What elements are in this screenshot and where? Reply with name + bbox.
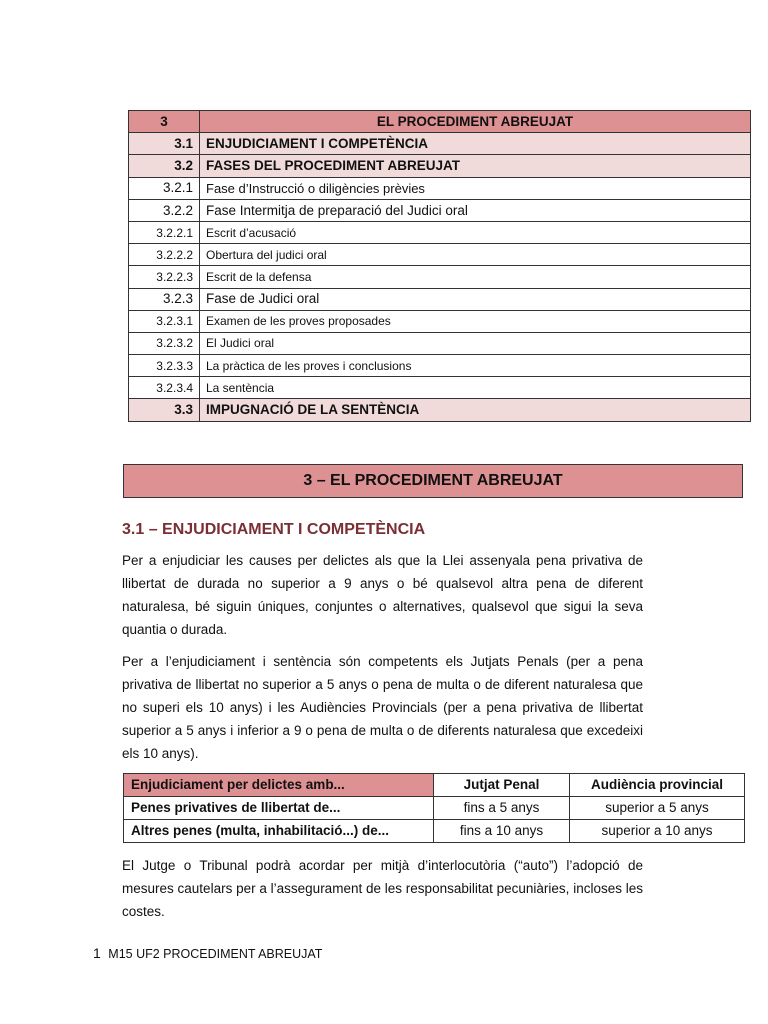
- toc-row: [129, 155, 751, 177]
- toc-title: La pràctica de les proves i conclusions: [200, 355, 751, 377]
- toc-title: FASES DEL PROCEDIMENT ABREUJAT: [200, 155, 751, 177]
- toc-row: [129, 199, 751, 221]
- toc-row: [129, 221, 751, 243]
- competence-table: [123, 773, 745, 843]
- toc-title: Fase d’Instrucció o diligències prèvies: [200, 177, 751, 199]
- section-heading: 3 – EL PROCEDIMENT ABREUJAT: [123, 464, 743, 498]
- page-number: 1: [93, 945, 101, 961]
- column-header: Audiència provincial: [570, 774, 745, 797]
- toc-number: 3.2.3.1: [129, 310, 200, 332]
- toc-title: El Judici oral: [200, 332, 751, 354]
- toc-number: 3.3: [129, 399, 200, 421]
- toc-row: [129, 377, 751, 399]
- toc-number: 3.2: [129, 155, 200, 177]
- toc-number: 3: [129, 111, 200, 133]
- toc-number: 3.2.2.1: [129, 221, 200, 243]
- toc-number: 3.2.3.4: [129, 377, 200, 399]
- toc-title: Fase de Judici oral: [200, 288, 751, 310]
- table-cell: superior a 5 anys: [570, 797, 745, 820]
- toc-number: 3.2.1: [129, 177, 200, 199]
- toc-number: 3.2.3.2: [129, 332, 200, 354]
- table-row: [124, 797, 745, 820]
- toc-row: [129, 133, 751, 155]
- toc-title: EL PROCEDIMENT ABREUJAT: [200, 111, 751, 133]
- toc-row: [129, 288, 751, 310]
- toc-number: 3.2.3.3: [129, 355, 200, 377]
- footer-text: M15 UF2 PROCEDIMENT ABREUJAT: [108, 947, 323, 961]
- table-of-contents: [128, 110, 751, 422]
- toc-title: ENJUDICIAMENT I COMPETÈNCIA: [200, 133, 751, 155]
- toc-row: [129, 111, 751, 133]
- toc-number: 3.2.2: [129, 199, 200, 221]
- toc-number: 3.2.2.3: [129, 266, 200, 288]
- table-cell: Penes privatives de llibertat de...: [124, 797, 434, 820]
- paragraph: El Jutge o Tribunal podrà acordar per mitjà d’interlocutòria (“auto”) l’adopció de mesures cautelars per a l’assegurament de les responsabilitat pecuniàries, incloses les costes.: [122, 858, 643, 919]
- toc-title: Escrit d’acusació: [200, 221, 751, 243]
- toc-row: [129, 177, 751, 199]
- column-header: Enjudiciament per delictes amb...: [124, 774, 434, 797]
- toc-number: 3.2.2.2: [129, 244, 200, 266]
- toc-number: 3.1: [129, 133, 200, 155]
- page-footer: [93, 945, 322, 961]
- toc-row: [129, 310, 751, 332]
- toc-title: IMPUGNACIÓ DE LA SENTÈNCIA: [200, 399, 751, 421]
- table-cell: fins a 10 anys: [434, 820, 570, 843]
- toc-row: [129, 399, 751, 421]
- toc-title: Escrit de la defensa: [200, 266, 751, 288]
- table-cell: superior a 10 anys: [570, 820, 745, 843]
- toc-row: [129, 355, 751, 377]
- table-header-row: [124, 774, 745, 797]
- toc-row: [129, 332, 751, 354]
- paragraph: Per a enjudiciar les causes per delictes als que la Llei assenyala pena privativa de llibertat de durada no superior a 9 anys o bé qualsevol altra pena de diferent naturalesa, bé siguin úniques, conjuntes o alternatives, qualsevol que sigui la seva quantia o durada.: [122, 553, 643, 637]
- toc-title: Fase Intermitja de preparació del Judici oral: [200, 199, 751, 221]
- toc-row: [129, 244, 751, 266]
- subsection-heading: 3.1 – ENJUDICIAMENT I COMPETÈNCIA: [122, 521, 426, 538]
- column-header: Jutjat Penal: [434, 774, 570, 797]
- toc-number: 3.2.3: [129, 288, 200, 310]
- table-cell: Altres penes (multa, inhabilitació...) de...: [124, 820, 434, 843]
- toc-row: [129, 266, 751, 288]
- table-row: [124, 820, 745, 843]
- toc-title: Examen de les proves proposades: [200, 310, 751, 332]
- table-cell: fins a 5 anys: [434, 797, 570, 820]
- toc-title: La sentència: [200, 377, 751, 399]
- toc-title: Obertura del judici oral: [200, 244, 751, 266]
- paragraph: Per a l’enjudiciament i sentència són competents els Jutjats Penals (per a pena privativa de llibertat no superior a 5 anys o pena de multa o de diferent naturalesa que no superi els 10 anys) i les Audiències Provincials (per a pena privativa de llibertat superior a 5 anys i inferior a 9 o pena de multa o de diferents naturalesa que excedeixi els 10 anys).: [122, 654, 643, 761]
